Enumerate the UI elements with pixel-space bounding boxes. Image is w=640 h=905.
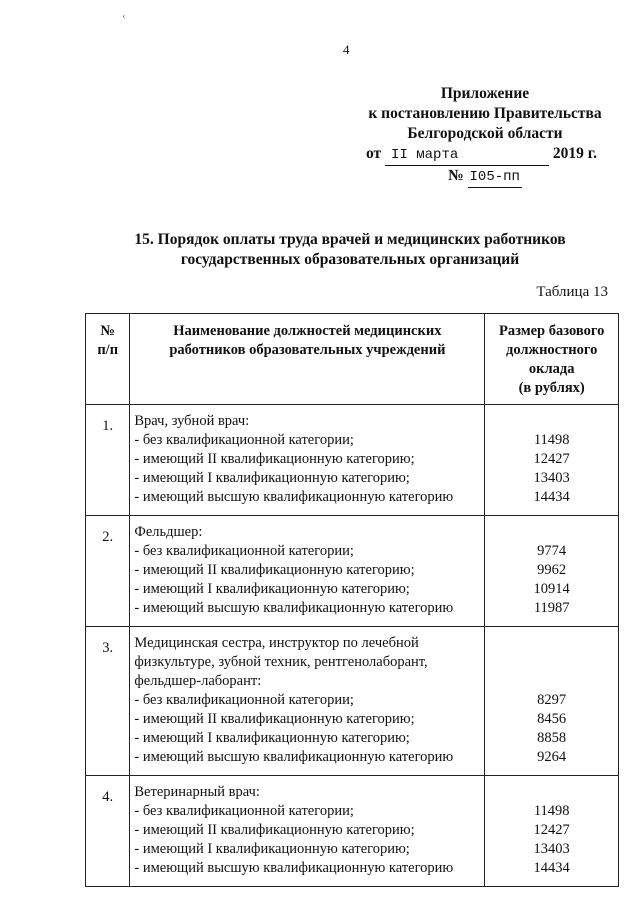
qualification-category: - имеющий I квалификационную категорию; (134, 470, 410, 486)
salary-cell (485, 405, 619, 516)
header-text: п/п (97, 342, 119, 358)
salary-value: 10914 (533, 581, 570, 597)
position-cell (130, 627, 485, 776)
salary-value: 11987 (533, 600, 570, 616)
qualification-category: - имеющий II квалификационную категорию; (134, 711, 415, 727)
salary-value: 8456 (537, 711, 567, 727)
salary-value: 9962 (537, 562, 567, 578)
appendix-header (360, 84, 610, 188)
qualification-category: - имеющий высшую квалификационную категорию (134, 489, 454, 505)
header-text: оклада (528, 361, 575, 377)
salary-value: 13403 (533, 470, 570, 486)
number-prefix: № (448, 167, 464, 184)
qualification-category: - имеющий II квалификационную категорию; (134, 822, 415, 838)
table-header-row (86, 314, 619, 405)
header-text: Размер базового (499, 323, 605, 339)
table-row (86, 627, 619, 776)
position-title: Ветеринарный врач: (134, 784, 260, 800)
row-number: 4. (86, 776, 130, 887)
qualification-category: - имеющий I квалификационную категорию; (134, 581, 410, 597)
qualification-category: - имеющий I квалификационную категорию; (134, 730, 410, 746)
position-title: физкультуре, зубной техник, рентгенолаборант, (134, 654, 428, 670)
salary-cell (485, 627, 619, 776)
salary-cell (485, 776, 619, 887)
salary-value: 13403 (533, 841, 570, 857)
date-value: II марта (385, 145, 549, 166)
section-title (60, 230, 640, 270)
page-number: 4 (343, 42, 350, 57)
row-number: 2. (86, 516, 130, 627)
qualification-category: - без квалификационной категории; (134, 692, 354, 708)
salary-value: 8858 (537, 730, 567, 746)
appendix-region: Белгородской области (407, 125, 563, 142)
qualification-category: - имеющий I квалификационную категорию; (134, 841, 410, 857)
header-position-name (130, 314, 485, 405)
appendix-title: Приложение (440, 85, 530, 102)
salary-value: 12427 (533, 822, 570, 838)
salary-value: 8297 (537, 692, 567, 708)
header-text: Наименование должностей медицинских (173, 323, 442, 339)
header-number (86, 314, 130, 405)
appendix-date-line (360, 144, 610, 166)
section-title-line: государственных образовательных организаций (180, 251, 520, 268)
header-text: работников образовательных учреждений (169, 342, 446, 358)
section-title-line: 15. Порядок оплаты труда врачей и медицинских работников (134, 231, 566, 248)
position-cell (130, 405, 485, 516)
salary-value: 11498 (533, 432, 570, 448)
position-cell (130, 516, 485, 627)
table-row (86, 405, 619, 516)
qualification-category: - без квалификационной категории; (134, 803, 354, 819)
date-year: 2019 г. (552, 145, 597, 162)
salary-value: 14434 (533, 489, 570, 505)
header-text: должностного (506, 342, 598, 358)
header-text: № (100, 323, 115, 339)
salary-value: 9774 (537, 543, 567, 559)
qualification-category: - имеющий II квалификационную категорию; (134, 562, 415, 578)
salary-value: 11498 (533, 803, 570, 819)
date-prefix: от (366, 145, 382, 162)
qualification-category: - без квалификационной категории; (134, 543, 354, 559)
appendix-number-line (360, 166, 610, 188)
table-row (86, 516, 619, 627)
salary-cell (485, 516, 619, 627)
table-caption: Таблица 13 (536, 284, 608, 300)
qualification-category: - имеющий высшую квалификационную категорию (134, 600, 454, 616)
qualification-category: - имеющий высшую квалификационную категорию (134, 749, 454, 765)
header-salary (485, 314, 619, 405)
salary-value: 14434 (533, 860, 570, 876)
scan-mark: ‹ (122, 10, 126, 22)
salary-value: 9264 (537, 749, 567, 765)
qualification-category: - имеющий II квалификационную категорию; (134, 451, 415, 467)
salary-value: 12427 (533, 451, 570, 467)
number-value: I05-пп (468, 167, 522, 188)
table-row (86, 776, 619, 887)
appendix-resolution: к постановлению Правительства (368, 105, 602, 122)
qualification-category: - без квалификационной категории; (134, 432, 354, 448)
qualification-category: - имеющий высшую квалификационную категорию (134, 860, 454, 876)
position-title: Фельдшер: (134, 524, 203, 540)
row-number: 1. (86, 405, 130, 516)
position-title: Врач, зубной врач: (134, 413, 250, 429)
row-number: 3. (86, 627, 130, 776)
salary-table (85, 313, 619, 887)
position-title: Медицинская сестра, инструктор по лечебной (134, 635, 419, 651)
header-text: (в рублях) (518, 380, 585, 396)
position-cell (130, 776, 485, 887)
position-title: фельдшер-лаборант: (134, 673, 262, 689)
